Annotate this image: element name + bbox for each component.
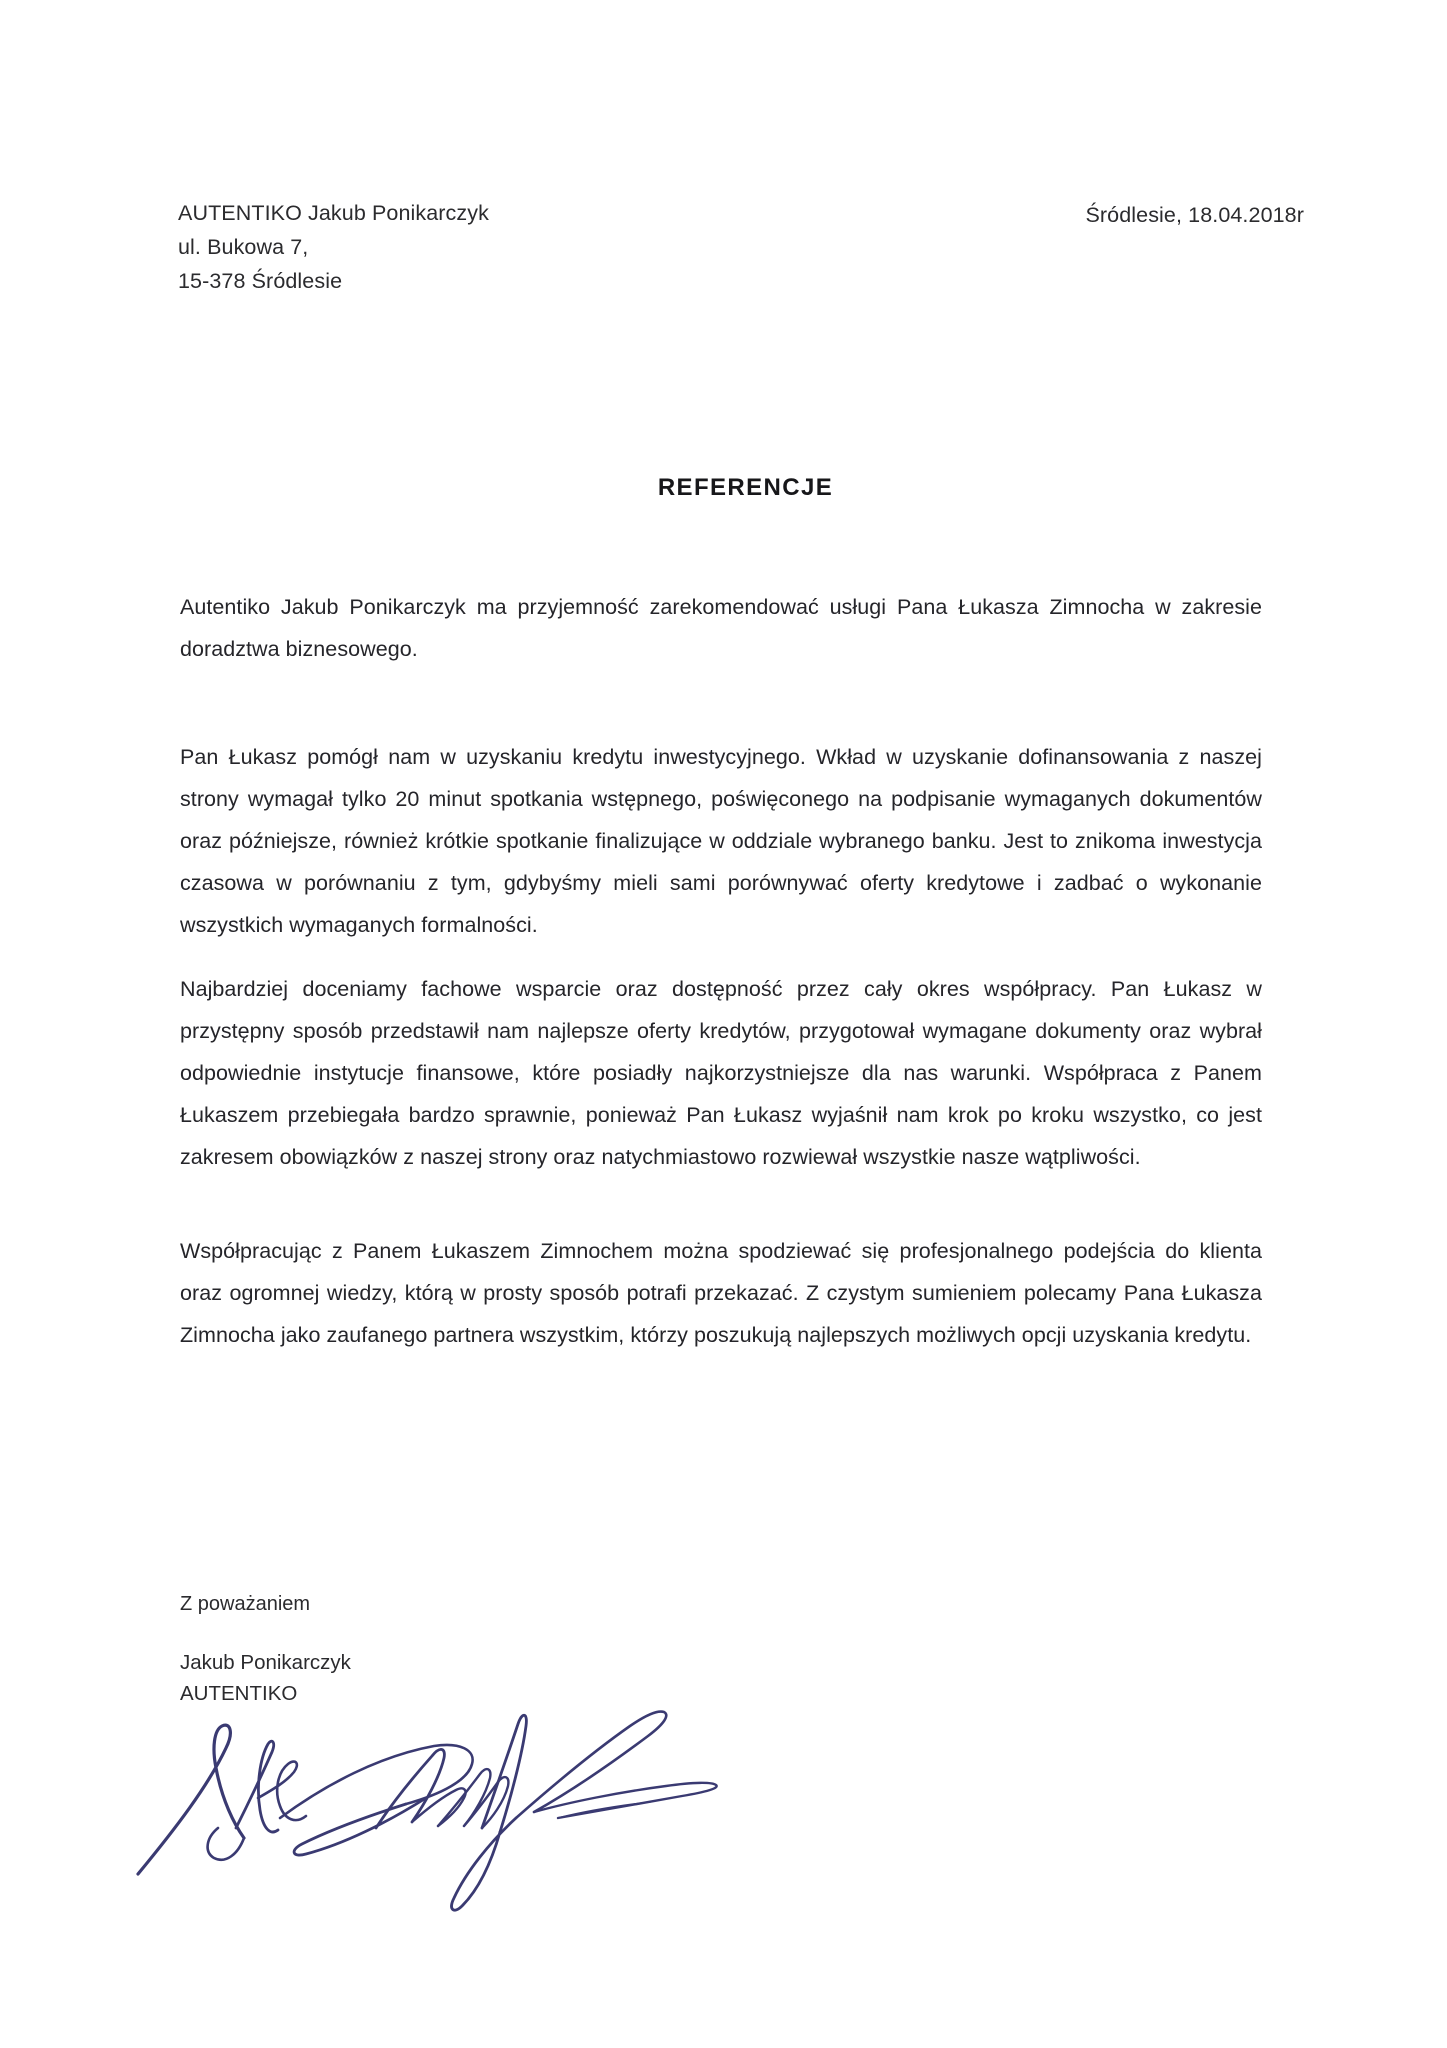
- letterhead-street: ul. Bukowa 7,: [178, 235, 309, 259]
- signer-company: AUTENTIKO: [180, 1682, 298, 1705]
- paragraph-1: Autentiko Jakub Ponikarczyk ma przyjemność zarekomendować usługi Pana Łukasza Zimnocha w zakresie doradztwa biznesowego.: [180, 595, 1262, 661]
- page-title-text: REFERENCJE: [657, 474, 834, 501]
- letterhead-block: [178, 196, 738, 298]
- letterhead-city: 15-378 Śródlesie: [178, 269, 343, 293]
- paragraph-3: Najbardziej doceniamy fachowe wsparcie oraz dostępność przez cały okres współpracy. Pan Łukasz w przystępny sposób przedstawił nam najlepsze oferty kredytów, przygotował wymagane dokumenty oraz wybrał odpowiednie instytucje finansowe, które posiadły najkorzystniejsze dla nas warunki. Współpraca z Panem Łukaszem przebiegała bardzo sprawnie, ponieważ Pan Łukasz wyjaśnił nam krok po kroku wszystko, co jest zakresem obowiązków z naszej strony oraz natychmiastowo rozwiewał wszystkie nasze wątpliwości.: [180, 977, 1262, 1169]
- paragraph-2: Pan Łukasz pomógł nam w uzyskaniu kredytu inwestycyjnego. Wkład w uzyskanie dofinansowania z naszej strony wymagał tylko 20 minut spotkania wstępnego, poświęconego na podpisanie wymaganych dokumentów oraz późniejsze, również krótkie spotkanie finalizujące w oddziale wybranego banku. Jest to znikoma inwestycja czasowa w porównaniu z tym, gdybyśmy mieli sami porównywać oferty kredytowe i zadbać o wykonanie wszystkich wymaganych formalności.: [180, 745, 1262, 937]
- page-title: [0, 474, 1447, 502]
- closing-salutation: Z poważaniem: [180, 1593, 311, 1615]
- date-line: Śródlesie, 18.04.2018r: [1085, 203, 1304, 227]
- letter-body: [180, 586, 1262, 1356]
- paragraph-4: Współpracując z Panem Łukaszem Zimnochem można spodziewać się profesjonalnego podejścia do klienta oraz ogromnej wiedzy, którą w prosty sposób potrafi przekazać. Z czystym sumieniem polecamy Pana Łukasza Zimnocha jako zaufanego partnera wszystkim, którzy poszukują najlepszych możliwych opcji uzyskania kredytu.: [180, 1239, 1262, 1347]
- signer-block: [180, 1647, 351, 1709]
- letterhead-company: AUTENTIKO Jakub Ponikarczyk: [178, 201, 489, 225]
- signature-image: [130, 1678, 750, 1918]
- signer-name: Jakub Ponikarczyk: [180, 1651, 351, 1674]
